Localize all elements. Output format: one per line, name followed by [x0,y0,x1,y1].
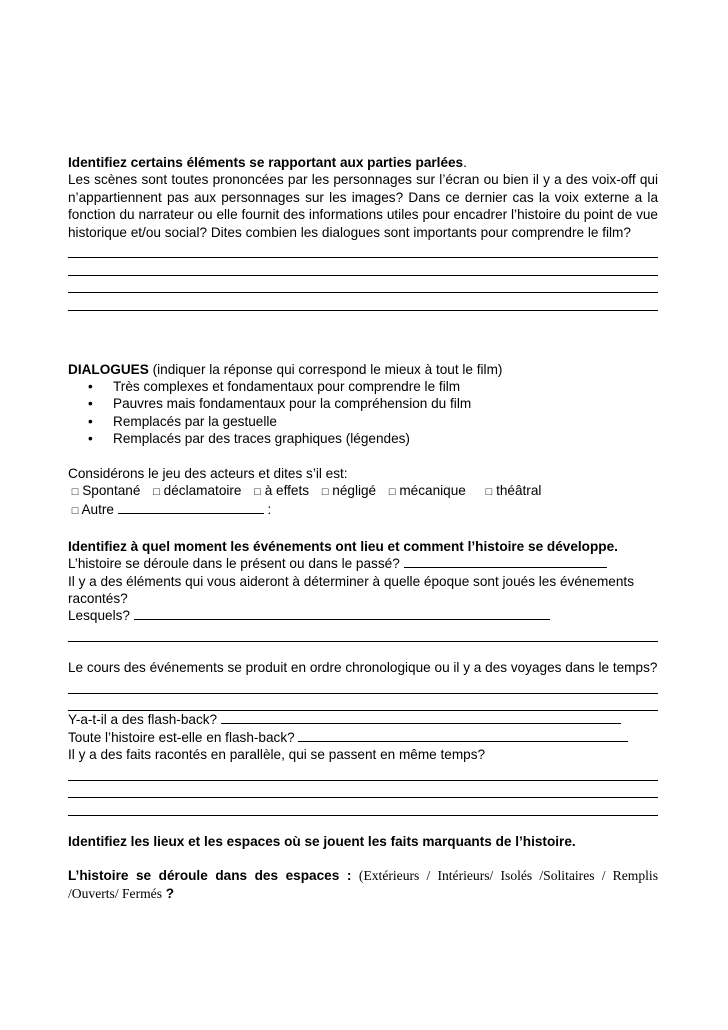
checkbox-icon[interactable]: □ [71,486,79,499]
lieux-qmark: ? [162,885,175,901]
checkbox-icon[interactable]: □ [321,486,329,499]
answer-line[interactable] [68,798,658,815]
moment-q6-line [68,729,658,746]
answer-line[interactable] [68,694,658,711]
lieux-heading: Identifiez les lieux et les espaces où se jouent les faits marquants de l’histoire. [68,833,576,849]
moment-q3: Lesquels? [68,608,130,624]
option-declamatoire[interactable]: □ déclamatoire [153,483,242,499]
other-suffix: : [263,502,272,518]
q5-answer-blank[interactable] [221,711,621,724]
option-neglige[interactable]: □ négligé [321,483,377,499]
section1-paragraph: Les scènes sont toutes prononcées par les personnages sur l’écran ou bien il y a des voix-off qui n’appartiennent pas aux personnages sur les images? Dans ce dernier cas la voix externe a la fonction du narrateur ou elle fournit des informations utiles pour encadrer l’histoire du point de vue historique et/ou social? Dites combien les dialogues sont importants pour comprendre le film? [68,172,658,240]
answer-line[interactable] [68,625,658,642]
list-item[interactable]: • Très complexes et fondamentaux pour comprendre le film [86,378,658,395]
dialogues-heading: DIALOGUES [68,361,149,377]
answer-line[interactable] [68,781,658,798]
dialogues-title-line [68,361,658,378]
q3-answer-blank[interactable] [134,607,550,620]
option-spontane[interactable]: □ Spontané [71,483,141,499]
option-theatral[interactable]: □ théâtral [485,483,542,499]
lieux-options: (Extérieurs / Intérieurs/ Isolés /Solitaires / Remplis /Ouverts/ Fermés [68,868,658,901]
answer-line[interactable] [68,677,658,694]
jeu-intro: Considérons le jeu des acteurs et dites s’il est: [68,465,348,481]
dialogues-instruction: (indiquer la réponse qui correspond le mieux à tout le film) [148,361,503,377]
checkbox-icon[interactable]: □ [71,505,79,518]
answer-line[interactable] [68,258,658,275]
section1-answer-lines[interactable] [68,241,658,311]
list-item[interactable]: • Remplacés par des traces graphiques (légendes) [86,430,658,447]
list-item[interactable]: • Remplacés par la gestuelle [86,413,658,430]
jeu-options [68,482,658,501]
moment-q7: Il y a des faits racontés en parallèle, qui se passent en même temps? [68,747,486,763]
checkbox-icon[interactable]: □ [254,486,261,499]
section1-heading-end: . [463,155,467,170]
worksheet-page [68,154,658,902]
moment-q1: L’histoire se déroule dans le présent ou dans le passé? [68,556,400,572]
q1-answer-blank[interactable] [404,555,607,568]
section1-heading: Identifiez certains éléments se rapportant aux parties parlées [68,155,464,170]
answer-line[interactable] [68,293,658,310]
moment-q4: Le cours des événements se produit en ordre chronologique ou il y a des voyages dans le temps? [68,660,658,676]
other-answer-blank[interactable] [118,501,264,514]
checkbox-icon[interactable]: □ [388,486,396,499]
option-mecanique[interactable]: □ mécanique [388,483,466,499]
answer-line[interactable] [68,276,658,293]
answer-line[interactable] [68,241,658,258]
moment-q2: Il y a des éléments qui vous aideront à déterminer à quelle époque sont joués les événements racontés? [68,573,634,607]
moment-q6: Toute l’histoire est-elle en flash-back? [68,729,295,745]
dialogues-list [68,378,658,448]
moment-heading: Identifiez à quel moment les événements ont lieu et comment l’histoire se développe. [68,538,618,554]
checkbox-icon[interactable]: □ [485,486,493,499]
other-label: Autre [81,502,114,518]
moment-q1-line [68,555,658,572]
q6-answer-blank[interactable] [298,729,628,742]
moment-q5-line [68,711,658,728]
answer-line[interactable] [68,764,658,781]
checkbox-icon[interactable]: □ [153,486,160,499]
section1-block [68,154,658,241]
option-a-effets[interactable]: □ à effets [254,483,310,499]
jeu-other-line [68,501,658,520]
list-item[interactable]: • Pauvres mais fondamentaux pour la compréhension du film [86,395,658,412]
moment-q5: Y-a-t-il a des flash-back? [68,712,218,728]
lieux-label: L’histoire se déroule dans des espaces : [68,868,359,884]
moment-q3-line [68,607,658,624]
lieux-question [68,867,658,902]
